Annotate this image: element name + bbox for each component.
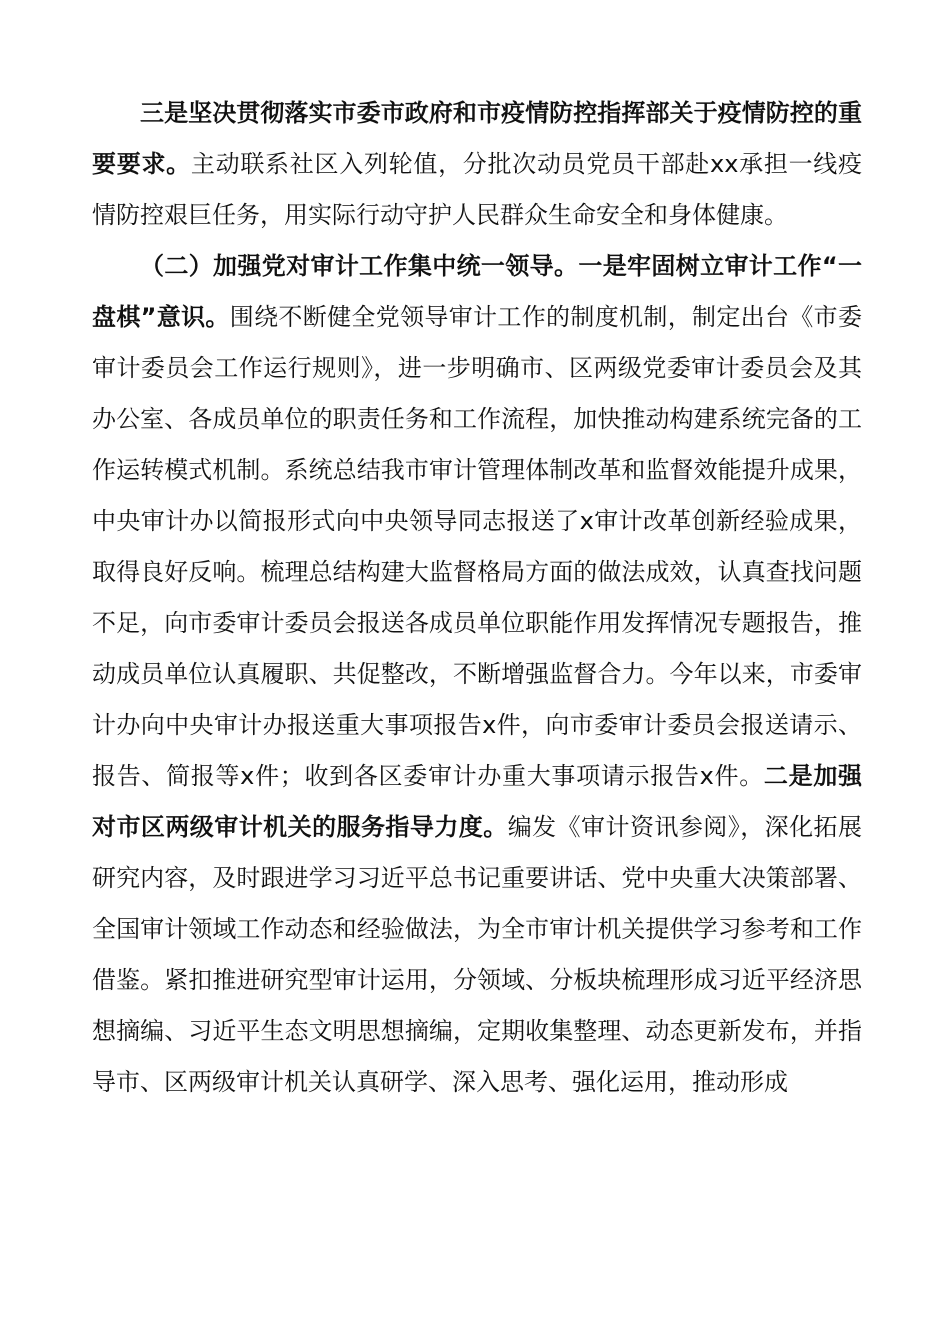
subsection-heading-text: 二是加强对市区两级审计机关的服务指导力度。: [92, 762, 863, 841]
document-page: [92, 88, 862, 1108]
paragraph-body-text: 主动联系社区入列轮值，分批次动员党员干部赴xx承担一线疫情防控艰巨任务，用实际行动守护人民群众生命安全和身体健康。: [92, 150, 863, 229]
paragraph-epidemic-control: [92, 88, 862, 241]
paragraph-audit-leadership: [92, 241, 862, 1108]
paragraph-body-text: 编发《审计资讯参阅》，深化拓展研究内容，及时跟进学习习近平总书记重要讲话、党中央重大决策部署、全国审计领域工作动态和经验做法，为全市审计机关提供学习参考和工作借鉴。紧扣推进研究型审计运用，分领域、分板块梳理形成习近平经济思想摘编、习近平生态文明思想摘编，定期收集整理、动态更新发布，并指导市、区两级审计机关认真研学、深入思考、强化运用，推动形成: [92, 813, 863, 1096]
section-heading-text: （二）加强党对审计工作集中统一领导。一是牢固树立审计工作“一盘棋”意识。: [92, 252, 862, 331]
paragraph-heading-text: 三是坚决贯彻落实市委市政府和市疫情防控指挥部关于疫情防控的重要要求。: [92, 99, 862, 178]
paragraph-body-text: 围绕不断健全党领导审计工作的制度机制，制定出台《市委审计委员会工作运行规则》，进一步明确市、区两级党委审计委员会及其办公室、各成员单位的职责任务和工作流程，加快推动构建系统完备的工作运转模式机制。系统总结我市审计管理体制改革和监督效能提升成果，中央审计办以简报形式向中央领导同志报送了x审计改革创新经验成果，取得良好反响。梳理总结构建大监督格局方面的做法成效，认真查找问题不足，向市委审计委员会报送各成员单位职能作用发挥情况专题报告，推动成员单位认真履职、共促整改，不断增强监督合力。今年以来，市委审计办向中央审计办报送重大事项报告x件，向市委审计委员会报送请示、报告、简报等x件；收到各区委审计办重大事项请示报告x件。: [92, 303, 863, 790]
